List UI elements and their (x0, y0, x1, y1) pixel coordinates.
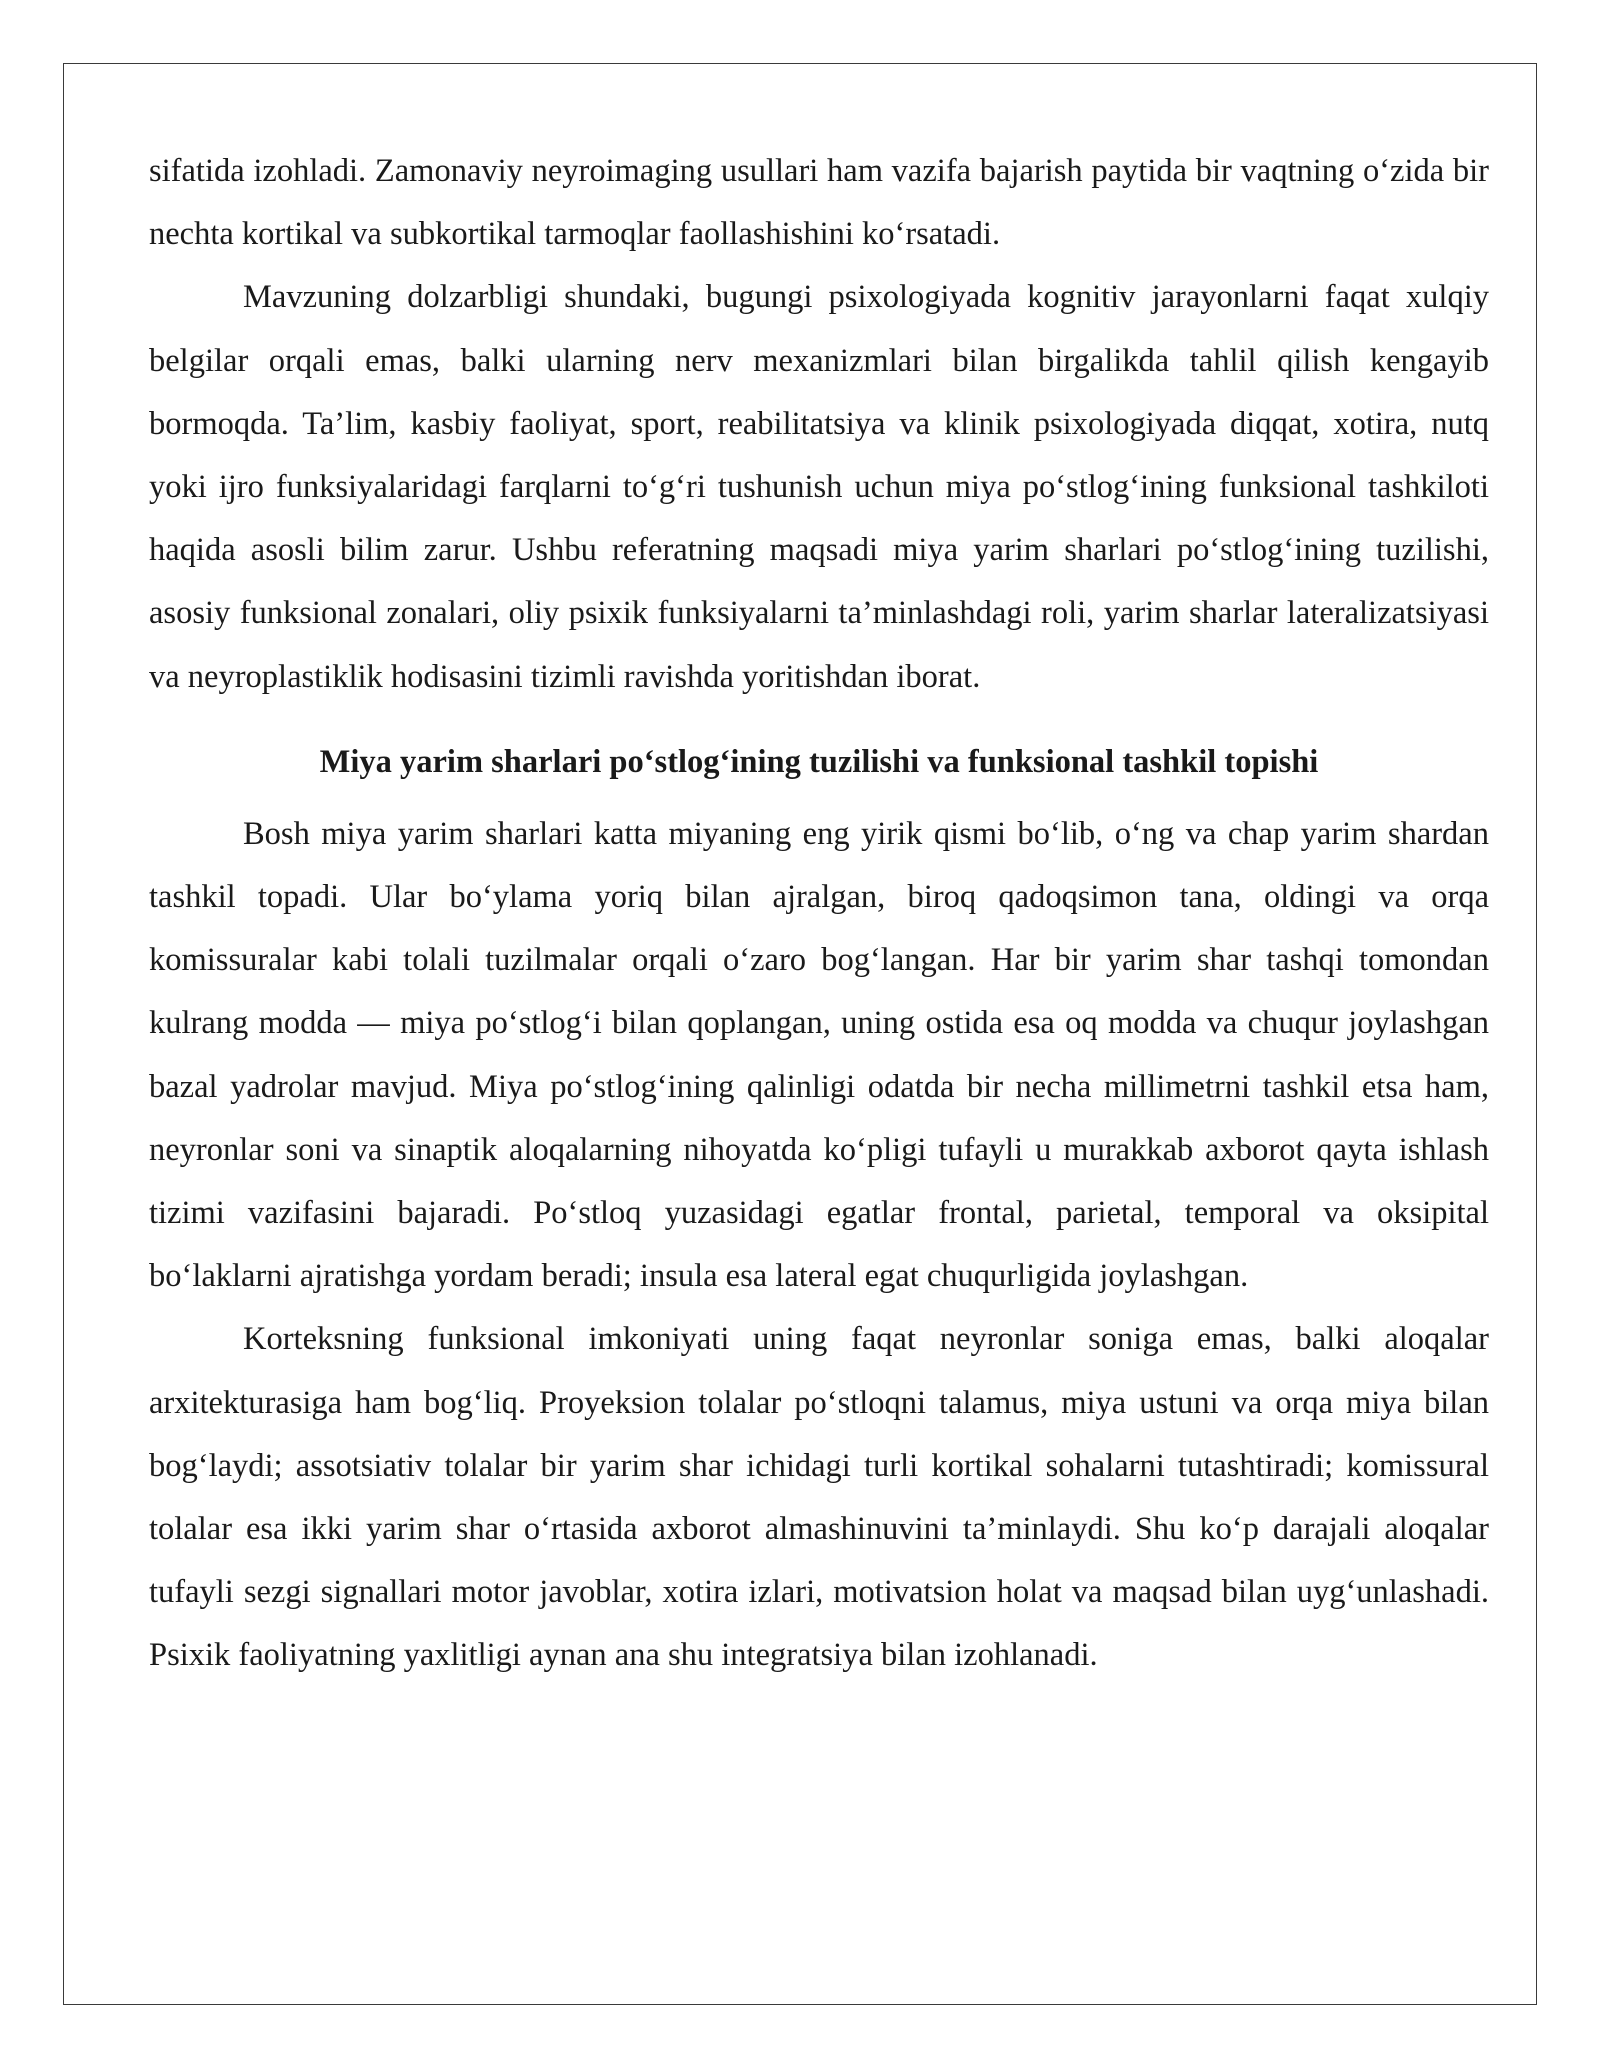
document-body (149, 140, 1489, 1688)
relevance-paragraph: Mavzuning dolzarbligi shundaki, bugungi psixologiyada kognitiv jarayonlarni faqat xulqiy belgilar orqali emas, balki ularning nerv mexanizmlari bilan birgalikda tahlil qilish kengayib bormoqda. Ta’lim, kasbiy faoliyat, sport, reabilitatsiya va klinik psixologiyada diqqat, xotira, nutq yoki ijro funksiyalaridagi farqlarni to‘g‘ri tushunish uchun miya po‘stlog‘ining funksional tashkiloti haqida asosli bilim zarur. Ushbu referatning maqsadi miya yarim sharlari po‘stlog‘ining tuzilishi, asosiy funksional zonalari, oliy psixik funksiyalarni ta’minlashdagi roli, yarim sharlar lateralizatsiyasi va neyroplastiklik hodisasini tizimli ravishda yoritishdan iborat. (149, 279, 1489, 695)
continued-paragraph: sifatida izohladi. Zamonaviy neyroimaging usullari ham vazifa bajarish paytida bir vaqtning o‘zida bir nechta kortikal va subkortikal tarmoqlar faollashishini ko‘rsatadi. (149, 153, 1489, 253)
connectivity-paragraph: Korteksning funksional imkoniyati uning faqat neyronlar soniga emas, balki aloqalar arxitekturasiga ham bog‘liq. Proyeksion tolalar po‘stloqni talamus, miya ustuni va orqa miya bilan bog‘laydi; assotsiativ tolalar bir yarim shar ichidagi turli kortikal sohalarni tutashtiradi; komissural tolalar esa ikki yarim shar o‘rtasida axborot almashinuvini ta’minlaydi. Shu ko‘p darajali aloqalar tufayli sezgi signallari motor javoblar, xotira izlari, motivatsion holat va maqsad bilan uyg‘unlashadi. Psixik faoliyatning yaxlitligi aynan ana shu integratsiya bilan izohlanadi. (149, 1321, 1489, 1674)
structure-paragraph: Bosh miya yarim sharlari katta miyaning eng yirik qismi bo‘lib, o‘ng va chap yarim shardan tashkil topadi. Ular bo‘ylama yoriq bilan ajralgan, biroq qadoqsimon tana, oldingi va orqa komissuralar kabi tolali tuzilmalar orqali o‘zaro bog‘langan. Har bir yarim shar tashqi tomondan kulrang modda — miya po‘stlog‘i bilan qoplangan, uning ostida esa oq modda va chuqur joylashgan bazal yadrolar mavjud. Miya po‘stlog‘ining qalinligi odatda bir necha millimetrni tashkil etsa ham, neyronlar soni va sinaptik aloqalarning nihoyatda ko‘pligi tufayli u murakkab axborot qayta ishlash tizimi vazifasini bajaradi. Po‘stloq yuzasidagi egatlar frontal, parietal, temporal va oksipital bo‘laklarni ajratishga yordam beradi; insula esa lateral egat chuqurligida joylashgan. (149, 815, 1489, 1295)
section-heading: Miya yarim sharlari po‘stlog‘ining tuzilishi va funksional tashkil topishi (319, 743, 1319, 780)
